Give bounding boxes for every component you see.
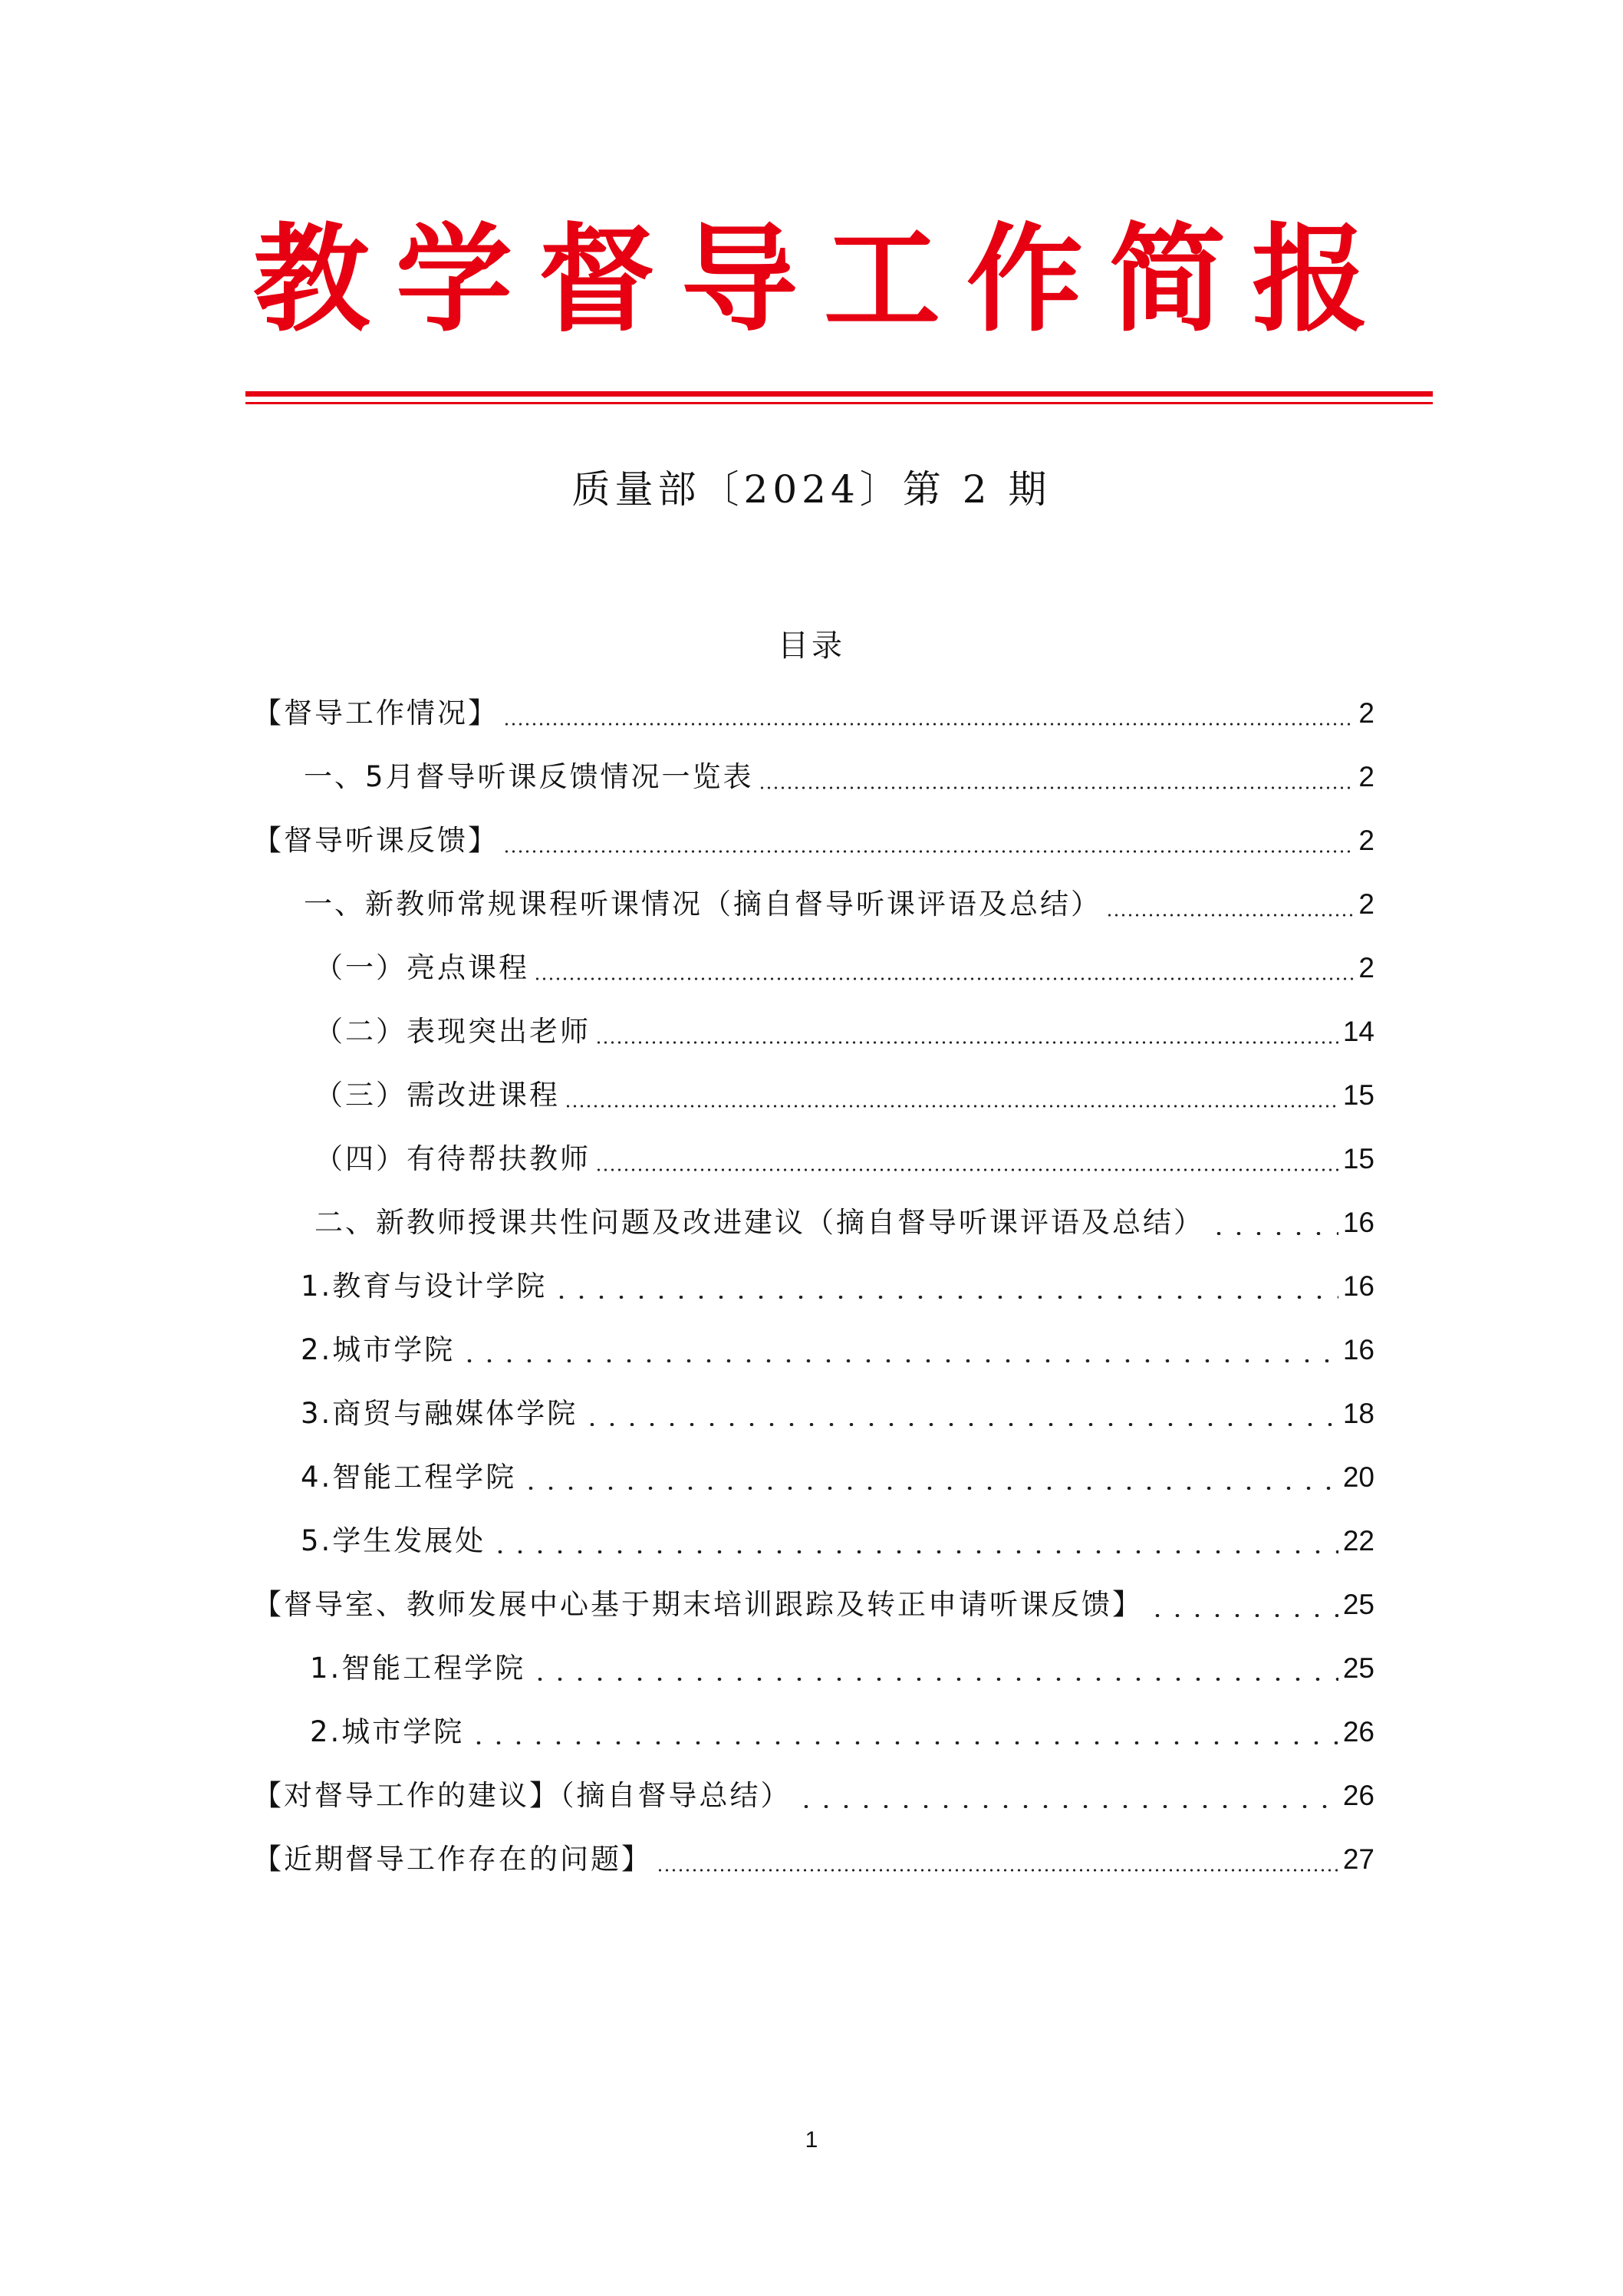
toc-entry-page: 18 <box>1342 1398 1374 1429</box>
toc-leader-dots <box>503 690 1354 736</box>
toc-entry-label: 1.教育与设计学院 <box>301 1270 548 1303</box>
toc-entry-page: 2 <box>1358 761 1374 792</box>
toc-entry-page: 2 <box>1358 825 1374 856</box>
toc-entry-label: 【督导工作情况】 <box>253 697 499 730</box>
toc-entry-label: 【近期督导工作存在的问题】 <box>253 1843 652 1876</box>
toc-entry-page: 20 <box>1342 1461 1374 1493</box>
toc-leader-dots <box>796 1773 1338 1819</box>
toc-leader-dots <box>759 754 1355 800</box>
toc-entry-label: 5.学生发展处 <box>301 1524 486 1557</box>
toc-entry-label: 一、5月督导听课反馈情况一览表 <box>304 760 754 793</box>
toc-entry-label: 4.智能工程学院 <box>301 1461 517 1494</box>
toc-entry-page: 16 <box>1342 1207 1374 1238</box>
toc-entry[interactable] <box>314 1136 1374 1182</box>
toc-entry-label: （三）需改进课程 <box>314 1079 560 1112</box>
toc-entry-page: 25 <box>1342 1589 1374 1620</box>
toc-entry[interactable] <box>304 754 1374 800</box>
toc-leader-dots <box>1209 1200 1338 1246</box>
toc-entry-label: 【督导听课反馈】 <box>253 824 499 857</box>
toc-leader-dots <box>582 1391 1338 1437</box>
toc-entry-page: 16 <box>1342 1334 1374 1365</box>
toc-entry-page: 26 <box>1342 1716 1374 1748</box>
toc-entry-page: 2 <box>1358 697 1374 729</box>
toc-leader-dots <box>1147 1582 1338 1628</box>
toc-entry-label: 2.城市学院 <box>301 1333 456 1366</box>
toc-entry[interactable] <box>301 1391 1374 1437</box>
toc-entry-page: 27 <box>1342 1843 1374 1875</box>
toc-leader-dots <box>657 1836 1338 1883</box>
toc-entry[interactable] <box>314 945 1374 991</box>
toc-leader-dots <box>595 1136 1338 1182</box>
toc-entry[interactable] <box>310 1709 1374 1755</box>
masthead-rule-thick <box>245 391 1433 397</box>
toc-entry[interactable] <box>304 881 1374 927</box>
issue-number: 质量部〔2024〕第 2 期 <box>571 467 1052 512</box>
toc-leader-dots <box>1106 881 1354 927</box>
toc-title: 目录 <box>778 628 845 664</box>
page-number: 1 <box>805 2127 818 2153</box>
toc-entry-label: 二、新教师授课共性问题及改进建议（摘自督导听课评语及总结） <box>314 1206 1204 1239</box>
toc-leader-dots <box>521 1454 1338 1500</box>
toc-entry-page: 26 <box>1342 1780 1374 1811</box>
toc-entry[interactable] <box>314 1072 1374 1118</box>
toc-entry-label: 【对督导工作的建议】（摘自督导总结） <box>253 1779 792 1812</box>
toc-entry-page: 2 <box>1358 888 1374 920</box>
toc-entry[interactable] <box>301 1518 1374 1564</box>
toc-entry[interactable] <box>253 1836 1374 1883</box>
toc-entry[interactable] <box>314 1009 1374 1055</box>
toc-entry[interactable] <box>314 1200 1374 1246</box>
toc-leader-dots <box>551 1263 1338 1309</box>
toc-leader-dots <box>459 1327 1338 1373</box>
toc-entry[interactable] <box>310 1645 1374 1692</box>
toc-leader-dots <box>565 1072 1338 1118</box>
toc-entry[interactable] <box>253 1582 1374 1628</box>
toc-leader-dots <box>490 1518 1338 1564</box>
toc-leader-dots <box>503 818 1354 864</box>
toc-entry-label: 【督导室、教师发展中心基于期末培训跟踪及转正申请听课反馈】 <box>253 1588 1143 1621</box>
toc-entry-page: 14 <box>1342 1016 1374 1047</box>
toc-entry[interactable] <box>253 818 1374 864</box>
toc-entry[interactable] <box>301 1263 1374 1309</box>
toc-entry-page: 22 <box>1342 1525 1374 1556</box>
toc-entry-label: 一、新教师常规课程听课情况（摘自督导听课评语及总结） <box>304 888 1101 921</box>
toc-entry-page: 2 <box>1358 952 1374 983</box>
toc-entry-page: 15 <box>1342 1143 1374 1174</box>
toc-entry-page: 16 <box>1342 1270 1374 1302</box>
toc-entry-label: （四）有待帮扶教师 <box>314 1142 591 1175</box>
toc-entry-label: （一）亮点课程 <box>314 951 529 984</box>
newsletter-masthead: 教学督导工作简报 <box>253 212 1394 348</box>
masthead-rule-thin <box>245 402 1433 404</box>
toc-leader-dots <box>534 945 1354 991</box>
toc-entry-page: 25 <box>1342 1652 1374 1684</box>
toc-entry[interactable] <box>301 1454 1374 1500</box>
toc-entry-page: 15 <box>1342 1079 1374 1111</box>
toc-leader-dots <box>530 1645 1338 1692</box>
toc-leader-dots <box>595 1009 1338 1055</box>
toc-entry[interactable] <box>253 690 1374 736</box>
toc-leader-dots <box>469 1709 1338 1755</box>
toc-entry-label: 3.商贸与融媒体学院 <box>301 1397 578 1430</box>
toc-entry-label: （二）表现突出老师 <box>314 1015 591 1048</box>
toc-entry-label: 2.城市学院 <box>310 1715 465 1748</box>
toc-entry[interactable] <box>253 1773 1374 1819</box>
toc-entry-label: 1.智能工程学院 <box>310 1652 526 1685</box>
toc-entry[interactable] <box>301 1327 1374 1373</box>
